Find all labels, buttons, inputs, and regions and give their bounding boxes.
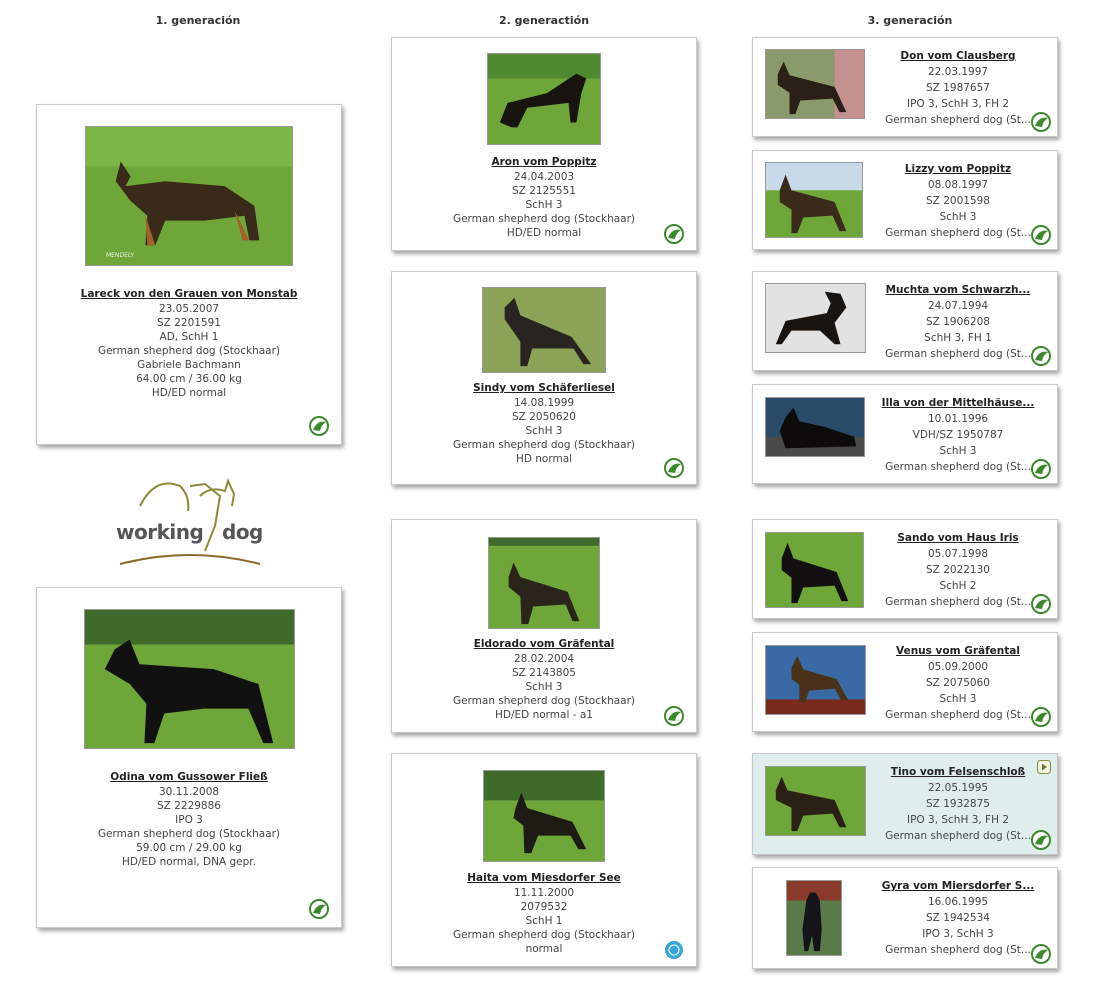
pedigree-card-gen3[interactable]: Don vom Clausberg 22.03.1997 SZ 1987657 IPO 3, SchH 3, FH 2 German shepherd dog (St... bbox=[752, 37, 1058, 137]
green-leaf-icon[interactable] bbox=[309, 899, 329, 919]
dog-name-link[interactable]: Odina vom Gussower Fließ bbox=[110, 771, 268, 783]
pedigree-card-gen2[interactable]: Eldorado vom Gräfental 28.02.2004 SZ 2143805 SchH 3 German shepherd dog (Stockhaar) HD/ED normal - a1 bbox=[391, 519, 697, 733]
dog-photo bbox=[483, 770, 605, 862]
dog-name-link[interactable]: Don vom Clausberg bbox=[900, 50, 1016, 62]
dog-photo: MENDELY bbox=[85, 126, 293, 266]
dog-photo bbox=[765, 49, 865, 119]
green-leaf-icon[interactable] bbox=[1031, 459, 1051, 479]
green-leaf-icon[interactable] bbox=[309, 416, 329, 436]
dog-name-link[interactable]: Tino vom Felsenschloß bbox=[890, 766, 1026, 778]
dog-photo bbox=[84, 609, 295, 749]
pedigree-card-sire[interactable]: MENDELY Lareck von den Grauen von Monstab 23.05.2007 SZ 2201591 AD, SchH 1 German shepherd dog (Stockhaar) Gabriele Bachmann 64.00 cm / 36.00 kg HD/ED normal bbox=[36, 104, 342, 445]
green-leaf-icon[interactable] bbox=[1031, 225, 1051, 245]
dog-name-link[interactable]: Lizzy vom Poppitz bbox=[904, 163, 1012, 175]
dog-photo bbox=[487, 53, 601, 145]
pedigree-card-gen3[interactable]: Muchta vom Schwarzh... 24.07.1994 SZ 1906208 SchH 3, FH 1 German shepherd dog (St... bbox=[752, 271, 1058, 371]
pedigree-card-dam[interactable]: Odina vom Gussower Fließ 30.11.2008 SZ 2229886 IPO 3 German shepherd dog (Stockhaar) 59.00 cm / 29.00 kg HD/ED normal, DNA gepr. bbox=[36, 587, 342, 928]
dog-photo bbox=[765, 397, 865, 457]
dog-name-link[interactable]: Lareck von den Grauen von Monstab bbox=[80, 288, 298, 300]
green-leaf-icon[interactable] bbox=[1031, 707, 1051, 727]
dog-photo bbox=[765, 645, 866, 715]
generation-2-header: 2. generactión bbox=[498, 14, 590, 27]
dog-photo bbox=[765, 532, 864, 608]
green-leaf-icon[interactable] bbox=[1031, 830, 1051, 850]
green-leaf-icon[interactable] bbox=[1031, 594, 1051, 614]
pedigree-card-gen3[interactable]: Venus vom Gräfental 05.09.2000 SZ 2075060 SchH 3 German shepherd dog (St... bbox=[752, 632, 1058, 732]
dog-name-link[interactable]: Aron vom Poppitz bbox=[491, 156, 597, 168]
dog-photo bbox=[488, 537, 600, 629]
working-dog-logo: working dog bbox=[110, 466, 270, 572]
pedigree-card-gen3[interactable]: Lizzy vom Poppitz 08.08.1997 SZ 2001598 SchH 3 German shepherd dog (St... bbox=[752, 150, 1058, 250]
dog-name-link[interactable]: Haita vom Miesdorfer See bbox=[467, 872, 621, 884]
pedigree-card-gen3-highlighted[interactable]: Tino vom Felsenschloß 22.05.1995 SZ 1932875 IPO 3, SchH 3, FH 2 German shepherd dog (St... bbox=[752, 753, 1058, 855]
blue-info-icon[interactable] bbox=[664, 940, 684, 960]
pedigree-card-gen3[interactable]: Sando vom Haus Iris 05.07.1998 SZ 2022130 SchH 2 German shepherd dog (St... bbox=[752, 519, 1058, 619]
green-leaf-icon[interactable] bbox=[1031, 112, 1051, 132]
green-leaf-icon[interactable] bbox=[1031, 346, 1051, 366]
dog-name-link[interactable]: Illa von der Mittelhäuse... bbox=[881, 397, 1035, 409]
generation-3-header: 3. generación bbox=[867, 14, 953, 27]
dog-name-link[interactable]: Muchta vom Schwarzh... bbox=[885, 284, 1031, 296]
green-leaf-icon[interactable] bbox=[664, 458, 684, 478]
green-leaf-icon[interactable] bbox=[664, 224, 684, 244]
generation-1-header: 1. generación bbox=[155, 14, 241, 27]
pedigree-card-gen2[interactable]: Aron vom Poppitz 24.04.2003 SZ 2125551 SchH 3 German shepherd dog (Stockhaar) HD/ED normal bbox=[391, 37, 697, 251]
pedigree-card-gen2[interactable]: Haita vom Miesdorfer See 11.11.2000 2079532 SchH 1 German shepherd dog (Stockhaar) normal bbox=[391, 753, 697, 967]
green-leaf-icon[interactable] bbox=[1031, 944, 1051, 964]
dog-photo bbox=[482, 287, 606, 373]
dog-photo bbox=[765, 283, 866, 353]
pedigree-card-gen3[interactable]: Gyra vom Miersdorfer S... 16.06.1995 SZ 1942534 IPO 3, SchH 3 German shepherd dog (St... bbox=[752, 867, 1058, 969]
dog-name-link[interactable]: Eldorado vom Gräfental bbox=[473, 638, 615, 650]
dog-name-link[interactable]: Sindy vom Schäferliesel bbox=[473, 382, 615, 394]
dog-name-link[interactable]: Venus vom Gräfental bbox=[896, 645, 1020, 657]
dog-photo bbox=[765, 766, 866, 836]
pedigree-card-gen2[interactable]: Sindy vom Schäferliesel 14.08.1999 SZ 2050620 SchH 3 German shepherd dog (Stockhaar) HD normal bbox=[391, 271, 697, 485]
dog-photo bbox=[765, 162, 863, 238]
dog-name-link[interactable]: Gyra vom Miersdorfer S... bbox=[881, 880, 1035, 892]
pedigree-card-gen3[interactable]: Illa von der Mittelhäuse... 10.01.1996 VDH/SZ 1950787 SchH 3 German shepherd dog (St... bbox=[752, 384, 1058, 484]
dog-name-link[interactable]: Sando vom Haus Iris bbox=[897, 532, 1019, 544]
green-leaf-icon[interactable] bbox=[664, 706, 684, 726]
dog-photo bbox=[786, 880, 842, 956]
